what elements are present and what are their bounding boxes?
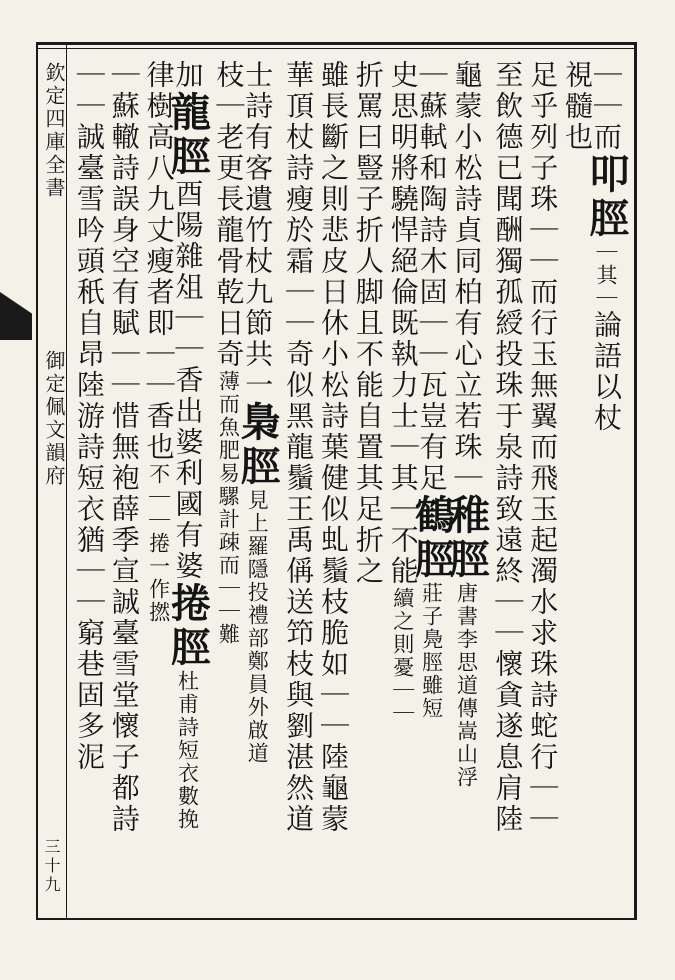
body-text: 龜蒙小松詩貞同柏有心立若珠｜ (450, 60, 484, 494)
annotation-text: 續之則憂｜｜ (390, 587, 415, 725)
annotation-text: 莊子鳧脛雖短 (419, 582, 444, 720)
annotation-text: 杜甫詩短衣數挽 (175, 670, 200, 831)
text-column (164, 60, 212, 920)
text-column (281, 60, 316, 920)
text-column (142, 60, 176, 920)
body-text: 士詩有客遺竹杖九節共一 (241, 60, 275, 401)
annotation-text: 見上羅隱投禮部鄭員外啟道 (245, 489, 270, 765)
left-border-rule (36, 42, 38, 920)
annotation-text: ｜其｜ (594, 241, 618, 310)
body-text: ｜｜而 (590, 60, 623, 153)
text-column (107, 60, 141, 920)
right-border-rule (634, 42, 637, 920)
body-text: ｜｜誠臺雪吟頭秖自昂陸游詩短衣猶｜｜窮巷固多泥 (72, 60, 106, 773)
body-text: 視髓也 (561, 60, 595, 153)
body-text: 加 (171, 60, 205, 91)
body-text: 華頂杖詩瘦於霜｜｜奇似黑龍鬚王禹偁送笻枝與劉湛然道 (282, 60, 316, 835)
body-text: 枝｜老更長龍骨乾日奇 (212, 60, 246, 370)
headword: 稚脛 (443, 494, 491, 582)
text-column (212, 60, 246, 920)
text-column (583, 60, 630, 920)
fish-tail-mark (0, 292, 32, 340)
text-column (491, 60, 525, 920)
text-column (316, 60, 350, 920)
body-text: 史思明將驍悍絕倫既執力士｜其｜不能 (386, 60, 420, 587)
margin-page-number: 三十九 (42, 838, 61, 895)
body-text: 酉陽雜俎｜｜香出婆利國有婆 (171, 179, 205, 582)
text-column (443, 60, 491, 920)
text-column (72, 60, 106, 920)
headword: 叩脛 (583, 153, 630, 241)
body-text: 足乎列子珠｜｜而行玉無翼而飛玉起濁水求珠詩蛇行｜｜ (526, 60, 560, 835)
body-text: 律樹高八九丈瘦者即｜｜香也 (142, 60, 176, 463)
body-text: 雖長斷之則悲皮日休小松詩葉健似虬鬚枝脆如｜｜陸龜蒙 (317, 60, 350, 835)
margin-book-title: 御定佩文韻府 (42, 350, 66, 488)
top-border-rule (36, 42, 636, 45)
headword: 龍脛 (164, 91, 212, 179)
text-column (386, 60, 420, 920)
body-text: ｜蘇轍詩誤身空有賦｜｜惜無袍薛季宣誠臺雪堂懷子都詩 (107, 60, 141, 835)
headword: 捲脛 (164, 582, 212, 670)
body-text: ｜蘇軾和陶詩木固｜｜瓦豈有足 (415, 60, 449, 494)
text-column (234, 60, 282, 920)
top-inner-rule (36, 48, 636, 49)
text-column (351, 60, 385, 920)
headword: 鶴脛 (408, 494, 456, 582)
margin-title-top: 欽定四庫全書 (42, 62, 66, 200)
annotation-text: 薄而魚肥易騾計疎而｜｜難 (216, 370, 241, 646)
body-text: 至飲德已聞酬獨孤綬投珠于泉詩致遠終｜｜懷貪遂息肩陸 (491, 60, 525, 835)
body-text: 折罵曰豎子折人脚且不能自置其足折之 (351, 60, 385, 587)
text-column (525, 60, 560, 920)
text-column (408, 60, 456, 920)
body-text: 論語以杖 (590, 310, 623, 434)
headword: 梟脛 (234, 401, 282, 489)
annotation-text: 唐書李思道傳嵩山浮 (454, 582, 479, 789)
text-column (560, 60, 595, 920)
annotation-text: 不｜｜捲一作撚 (146, 463, 171, 624)
